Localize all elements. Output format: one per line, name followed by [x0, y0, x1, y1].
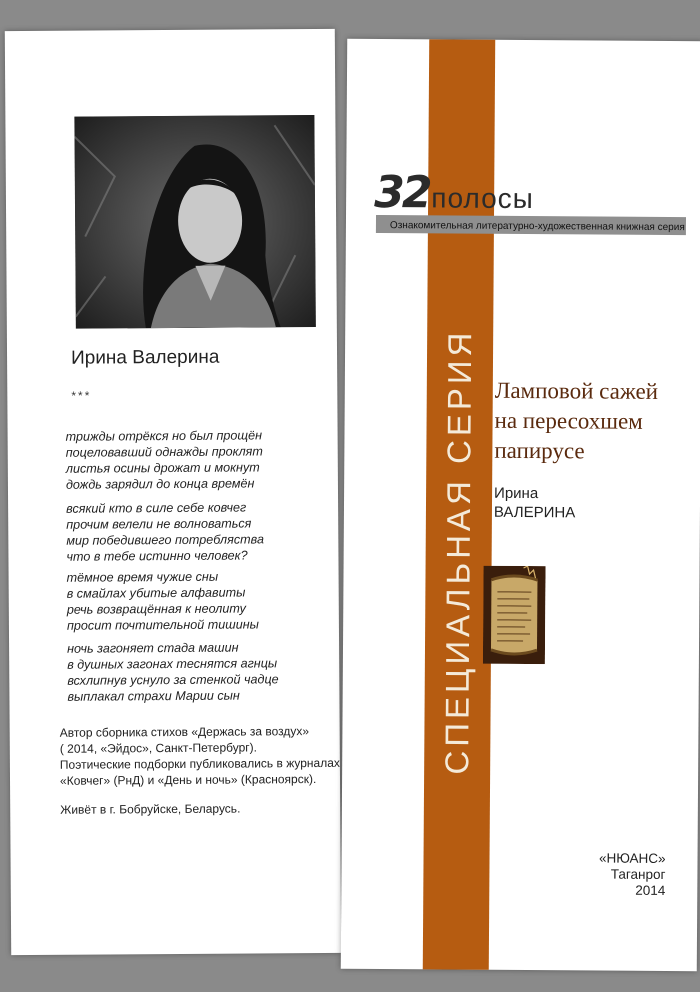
author-name: Ирина Валерина	[70, 346, 220, 369]
poem-line: листья осины дрожат и мокнут	[65, 460, 260, 476]
author-last-name: ВАЛЕРИНА	[493, 503, 576, 522]
publication-year: 2014	[635, 882, 666, 899]
back-cover-page	[5, 29, 341, 955]
poem-line: в душных загонах теснятся агнцы	[67, 656, 278, 672]
poem-stanza	[67, 568, 259, 633]
poem-line: дождь зарядил до конца времён	[65, 476, 255, 492]
bio-line: Поэтические подборки публиковались в журналах	[59, 755, 340, 772]
author-residence: Живёт в г. Бобруйске, Беларусь.	[60, 801, 241, 817]
author-bio	[60, 723, 340, 789]
bio-line: Автор сборника стихов «Держась за воздух»	[59, 724, 310, 740]
poem-line: речь возвращённая к неолиту	[66, 601, 246, 617]
poem-line: трижды отрёкся но был прощён	[65, 428, 263, 444]
logo-word: полосы	[431, 182, 534, 215]
front-cover-page	[341, 39, 700, 971]
poem-line: поцеловавший однажды проклят	[65, 444, 263, 460]
publisher-city: Таганрог	[610, 866, 666, 883]
logo-number: 32	[374, 166, 430, 219]
poem-line: прочим велели не волноваться	[66, 516, 252, 532]
poem-line: тёмное время чужие сны	[66, 569, 219, 585]
poem-line: мир победившего потребляства	[66, 532, 264, 548]
series-label-vertical: СПЕЦИАЛЬНАЯ СЕРИЯ	[438, 328, 479, 775]
publisher-block	[599, 851, 666, 899]
poem-line: всхлипнув уснуло за стенкой чадце	[67, 672, 279, 688]
poem-line: ночь загоняет стада машин	[67, 640, 239, 656]
poem-line: в смайлах убитые алфавиты	[66, 585, 246, 601]
poem-stanza	[66, 499, 264, 564]
author-photo	[74, 115, 315, 329]
poem-line: всякий кто в силе себе ковчег	[66, 500, 247, 516]
publisher-name: «НЮАНС»	[599, 850, 666, 867]
poem-stanza	[67, 639, 279, 704]
book-title	[494, 376, 658, 467]
title-line: папирусе	[494, 437, 585, 464]
logo-subtitle: Ознакомительная литературно-художественная книжная серия	[389, 220, 685, 234]
poem-line: выплакал страхи Марии сын	[67, 688, 240, 704]
cover-author	[494, 484, 576, 523]
series-logo	[374, 167, 534, 219]
bio-line: «Ковчег» (РнД) и «День и ночь» (Красноярск).	[59, 772, 317, 788]
title-line: Ламповой сажей	[494, 377, 659, 404]
author-first-name: Ирина	[494, 484, 539, 503]
stars-separator: ***	[71, 388, 92, 403]
papyrus-scroll-emblem-icon	[483, 566, 546, 664]
poem-line: что в тебе истинно человек?	[66, 548, 248, 564]
bio-line: ( 2014, «Эйдос», Санкт-Петербург).	[59, 740, 257, 756]
title-line: на пересохшем	[494, 407, 643, 434]
poem-line: просит почтительной тишины	[66, 617, 259, 633]
poem-stanza	[66, 427, 264, 492]
